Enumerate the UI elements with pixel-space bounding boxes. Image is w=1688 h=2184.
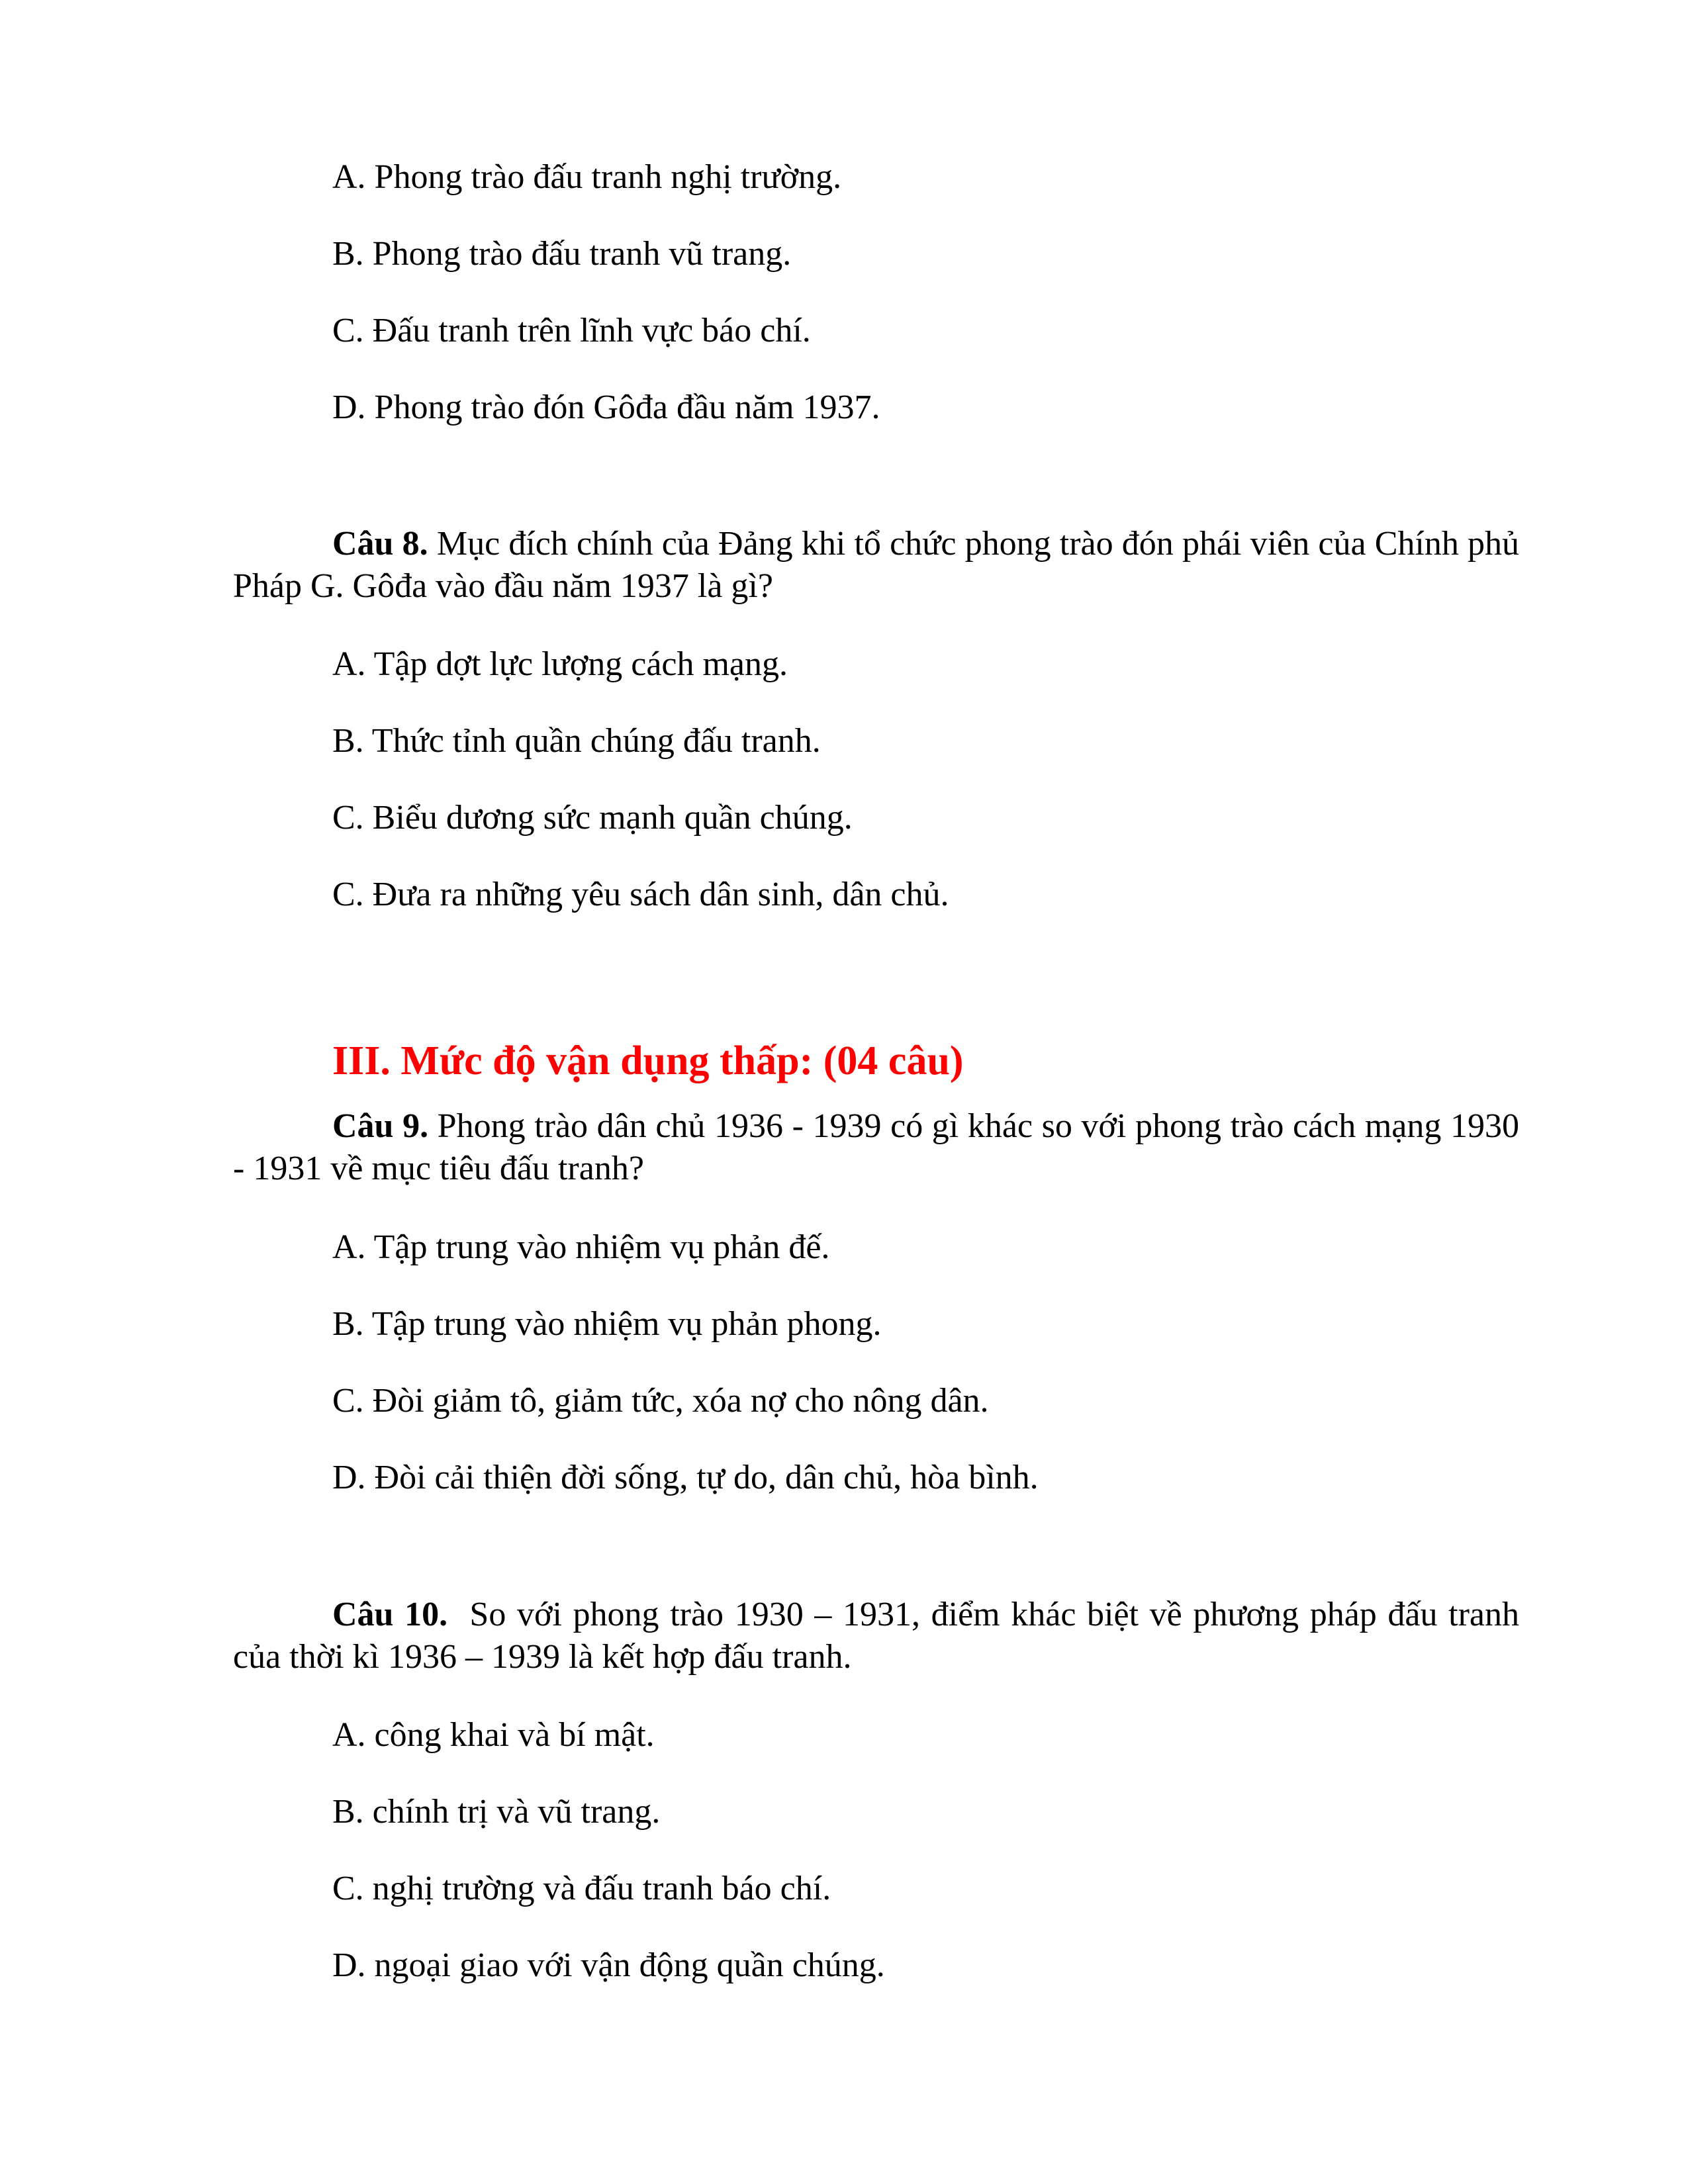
q9-option-b: B. Tập trung vào nhiệm vụ phản phong.: [332, 1305, 882, 1343]
question-8-label: Câu 8.: [332, 525, 428, 563]
q8-option-d: C. Đưa ra những yêu sách dân sinh, dân chủ.: [332, 876, 949, 913]
question-10: [233, 1594, 1528, 1678]
question-10-label: Câu 10.: [332, 1596, 448, 1633]
q9-option-d: D. Đòi cải thiện đời sống, tự do, dân chủ, hòa bình.: [332, 1459, 1039, 1496]
question-8-text: Mục đích chính của Đảng khi tổ chức phong trào đón phái viên của Chính phủ Pháp G. Gôđa vào đầu năm 1937 là gì?: [233, 525, 1519, 605]
q7-option-a: A. Phong trào đấu tranh nghị trường.: [332, 158, 842, 196]
q8-option-c: C. Biểu dương sức mạnh quần chúng.: [332, 799, 853, 837]
q7-option-c: C. Đấu tranh trên lĩnh vực báo chí.: [332, 312, 811, 349]
question-8: [233, 523, 1519, 608]
q10-option-c: C. nghị trường và đấu tranh báo chí.: [332, 1870, 831, 1907]
q7-option-d: D. Phong trào đón Gôđa đầu năm 1937.: [332, 388, 880, 426]
q8-option-a: A. Tập dợt lực lượng cách mạng.: [332, 645, 788, 683]
q9-option-a: A. Tập trung vào nhiệm vụ phản đế.: [332, 1228, 830, 1266]
q10-option-d: D. ngoại giao với vận động quần chúng.: [332, 1946, 885, 1984]
q10-option-b: B. chính trị và vũ trang.: [332, 1793, 661, 1831]
question-10-text: So với phong trào 1930 – 1931, điểm khác biệt về phương pháp đấu tranh của thời kì 1936 – 1939 là kết hợp đấu tranh.: [233, 1596, 1528, 1676]
question-9-text: Phong trào dân chủ 1936 - 1939 có gì khác so với phong trào cách mạng 1930 - 1931 về mục tiêu đấu tranh?: [233, 1107, 1519, 1187]
q7-option-b: B. Phong trào đấu tranh vũ trang.: [332, 235, 792, 273]
q10-option-a: A. công khai và bí mật.: [332, 1716, 655, 1754]
question-9: [233, 1105, 1519, 1190]
section-heading: III. Mức độ vận dụng thấp: (04 câu): [332, 1038, 964, 1083]
question-9-label: Câu 9.: [332, 1107, 429, 1145]
q9-option-c: C. Đòi giảm tô, giảm tức, xóa nợ cho nông dân.: [332, 1382, 989, 1420]
q8-option-b: B. Thức tỉnh quần chúng đấu tranh.: [332, 722, 821, 760]
